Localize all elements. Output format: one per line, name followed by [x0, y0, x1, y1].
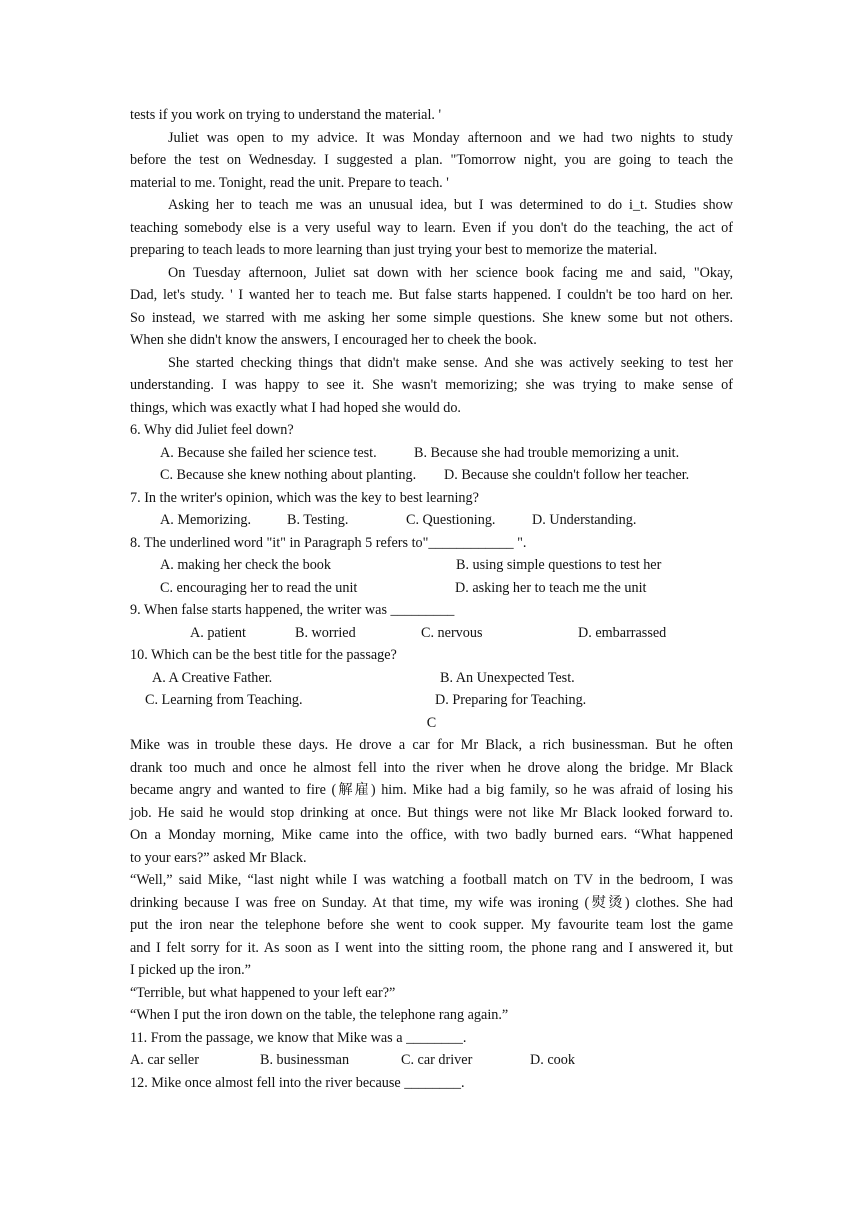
option: D. Because she couldn't follow her teacher.	[444, 467, 690, 483]
option: D. asking her to teach me the unit	[455, 579, 647, 596]
passage-b	[130, 104, 733, 419]
passage-line: drinking because I was free on Sunday. At that time, my wife was ironing (熨烫) clothes. She had	[130, 894, 733, 911]
option: B. businessman	[260, 1052, 350, 1068]
option: A. Memorizing.	[160, 512, 252, 528]
passage-line: Asking her to teach me was an unusual idea, but I was determined to do i_t. Studies show	[168, 197, 733, 213]
question-stem: 8. The underlined word "it" in Paragraph 5 refers to"____________ ".	[130, 534, 527, 551]
option: C. Learning from Teaching.	[145, 692, 303, 708]
option: A. Because she failed her science test.	[160, 444, 377, 461]
option: D. embarrassed	[578, 624, 667, 641]
passage-line: before the test on Wednesday. I suggested a plan. "Tomorrow night, you are going to teach the	[130, 152, 733, 168]
option: B. using simple questions to test her	[456, 557, 662, 573]
option-row	[130, 464, 733, 487]
option: D. Preparing for Teaching.	[435, 692, 587, 708]
option: A. car seller	[130, 1052, 199, 1068]
passage-line: and I felt sorry for it. As soon as I went into the sitting room, the phone rang and I answered it, but	[130, 939, 733, 956]
option-row	[130, 577, 733, 600]
option: B. An Unexpected Test.	[440, 669, 575, 686]
passage-line: teaching somebody else is a very useful way to learn. Even if you don't do the teaching, the act of	[130, 219, 733, 236]
option-row	[130, 554, 733, 577]
option: C. encouraging her to read the unit	[160, 579, 358, 596]
passage-line: tests if you work on trying to understand the material. '	[130, 107, 442, 123]
option: A. making her check the book	[160, 557, 331, 573]
question-stem: 11. From the passage, we know that Mike was a ________.	[130, 1029, 467, 1046]
passage-c	[130, 734, 733, 1027]
passage-line: She started checking things that didn't make sense. And she was actively seeking to test her	[168, 354, 733, 371]
option-row	[130, 667, 733, 690]
question-stem: 7. In the writer's opinion, which was the key to best learning?	[130, 489, 479, 506]
question-stem: 10. Which can be the best title for the passage?	[130, 647, 397, 663]
passage-line: Juliet was open to my advice. It was Monday afternoon and we had two nights to study	[168, 129, 733, 146]
passage-line: So instead, we starred with me asking her some simple questions. She knew some but not others.	[130, 309, 733, 326]
passage-line: “When I put the iron down on the table, the telephone rang again.”	[130, 1007, 509, 1023]
passage-line: I picked up the iron.”	[130, 962, 251, 978]
passage-line: Mike was in trouble these days. He drove a car for Mr Black, a rich businessman. But he often	[130, 737, 733, 753]
option: D. Understanding.	[532, 512, 637, 528]
option: C. nervous	[421, 624, 483, 641]
question-stem: 12. Mike once almost fell into the river because ________.	[130, 1074, 465, 1091]
passage-line: material to me. Tonight, read the unit. Prepare to teach. '	[130, 174, 449, 191]
option-row	[130, 622, 733, 645]
passage-line: to your ears?” asked Mr Black.	[130, 849, 307, 866]
option: B. Because she had trouble memorizing a unit.	[414, 444, 680, 461]
passage-line: “Terrible, but what happened to your left ear?”	[130, 984, 396, 1001]
question-stem: 6. Why did Juliet feel down?	[130, 422, 294, 438]
passage-line: job. He said he would stop drinking at once. But things were not like Mr Black looked forward to.	[130, 804, 733, 821]
passage-line: drank too much and once he almost fell into the river when he drove along the bridge. Mr Black	[130, 759, 733, 776]
option-row	[130, 442, 733, 465]
option: D. cook	[530, 1052, 575, 1068]
section-heading: C	[426, 714, 437, 731]
passage-line: understanding. I was happy to see it. She wasn't memorizing; she was trying to make sense of	[130, 377, 733, 393]
passage-line: “Well,” said Mike, “last night while I was watching a football match on TV in the bedroom, I was	[130, 872, 733, 888]
passage-line: things, which was exactly what I had hoped she would do.	[130, 399, 461, 416]
passage-line: Dad, let's study. ' I wanted her to teach me. But false starts happened. I couldn't be too hard on her.	[130, 287, 733, 303]
option-row	[130, 509, 733, 532]
option: A. A Creative Father.	[152, 669, 273, 686]
option-row	[130, 689, 733, 712]
option: A. patient	[190, 624, 246, 641]
passage-line: When she didn't know the answers, I encouraged her to cheek the book.	[130, 332, 537, 348]
passage-line: put the iron near the telephone before she went to cook supper. My favourite team lost the game	[130, 917, 733, 933]
option: C. car driver	[401, 1052, 473, 1068]
option: B. worried	[295, 624, 356, 641]
option-row	[130, 1049, 733, 1072]
passage-line: preparing to teach leads to more learning than just trying your best to memorize the material.	[130, 242, 658, 258]
passage-line: became angry and wanted to fire (解雇) him. Mike had a big family, so he was afraid of losing his	[130, 782, 733, 798]
document-page	[130, 104, 733, 1094]
questions-c	[130, 1027, 733, 1095]
passage-line: On Tuesday afternoon, Juliet sat down with her science book facing me and said, "Okay,	[168, 264, 733, 281]
questions-b	[130, 419, 733, 712]
option: C. Because she knew nothing about planting.	[160, 467, 417, 483]
option: B. Testing.	[287, 512, 349, 528]
passage-line: On a Monday morning, Mike came into the office, with two badly burned ears. “What happened	[130, 827, 733, 843]
option: C. Questioning.	[406, 512, 496, 528]
question-stem: 9. When false starts happened, the writer was _________	[130, 602, 455, 618]
